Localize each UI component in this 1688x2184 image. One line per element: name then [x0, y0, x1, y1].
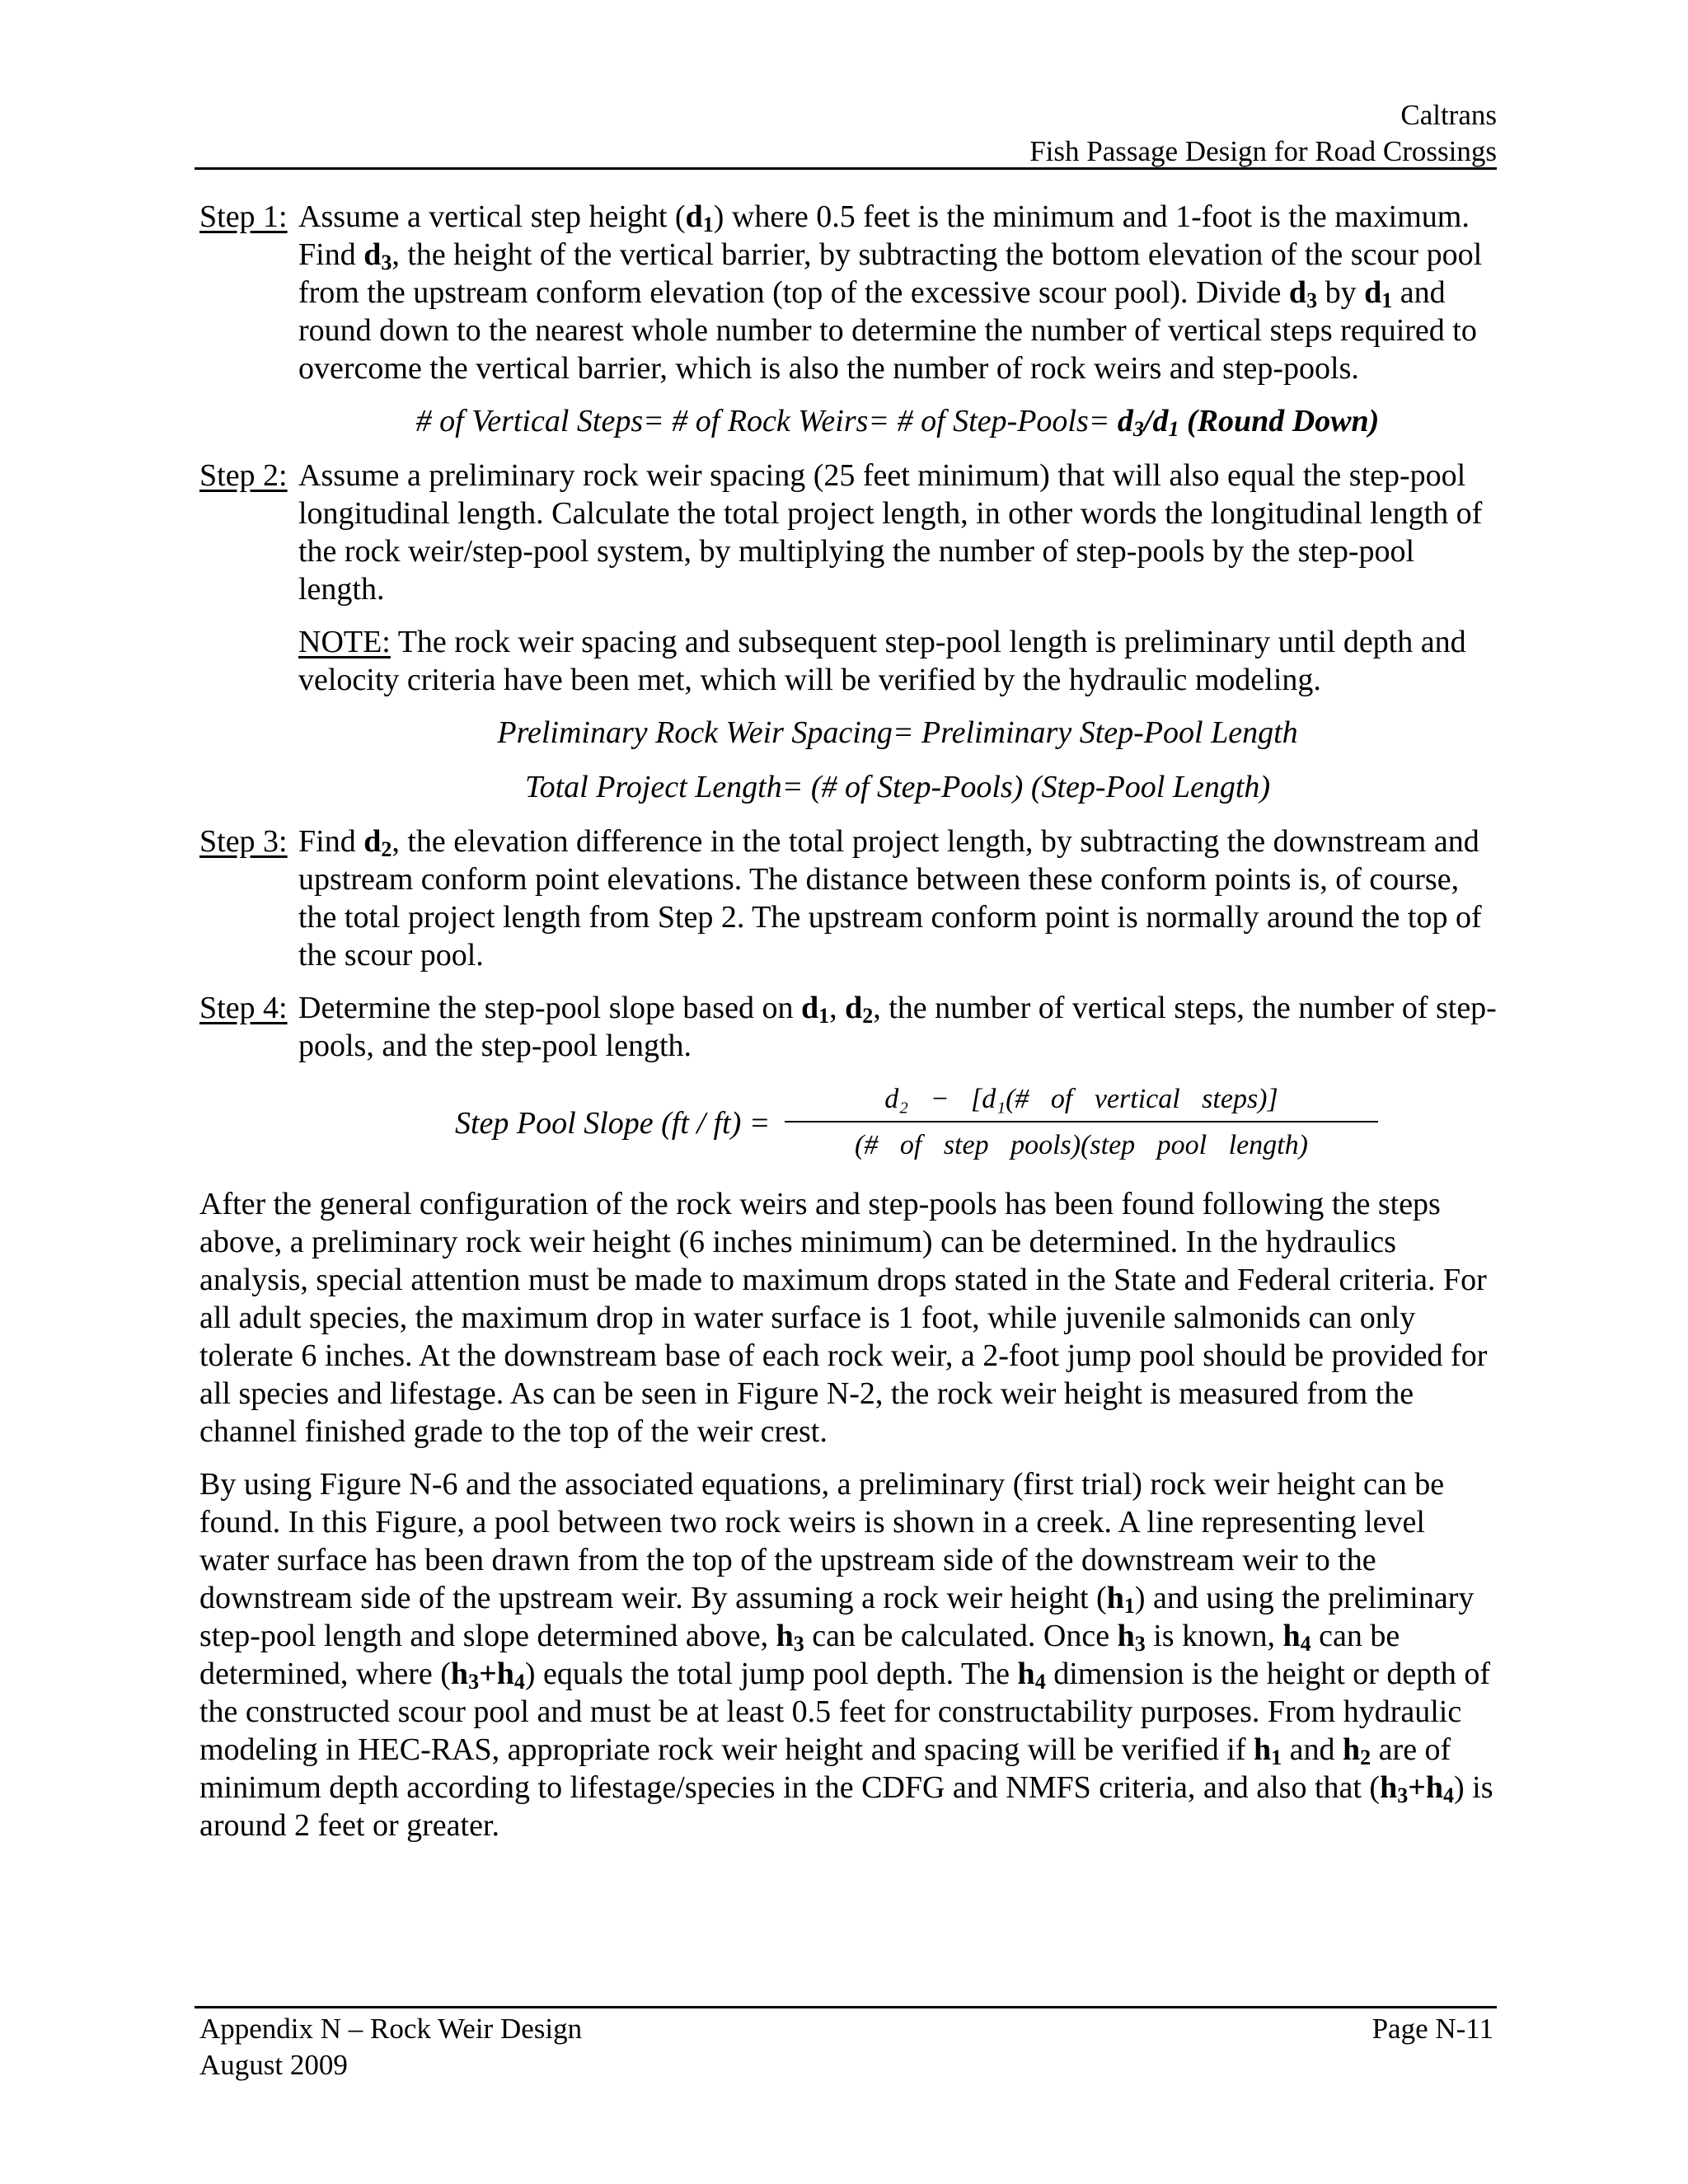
- paragraph-figure-n6: By using Figure N-6 and the associated equations, a preliminary (first trial) rock weir height can be found. In this Figure, a pool between two rock weirs is shown in a creek. A line representing level water surface has been drawn from the top of the upstream side of the downstream weir to the downstream side of the upstream weir. By assuming a rock weir height $(h_1)$ and using the preliminary step-pool length and slope determined above, $h_3$ can be calculated. Once $h_3$ is known, $h_4$ can be determined, where $(h_3+h_4)$ equals the total jump pool depth. The $h_4$ dimension is the height or depth of the constructed scour pool and must be at least 0.5 feet for constructability purposes. From hydraulic modeling in HEC-RAS, appropriate rock weir height and spacing will be verified if $h_1$ and $h_2$ are of minimum depth according to lifestage/species in the CDFG and NMFS criteria, and also that $(h_3+h_4)$ is around 2 feet or greater.: [199, 1467, 1493, 1843]
- step-2-label: Step 2:: [199, 458, 288, 493]
- step-3: [199, 823, 1497, 974]
- step-2: [199, 457, 1497, 608]
- header-org: Caltrans: [1400, 99, 1497, 131]
- step-1-text: Assume a vertical step height $(d_1)$ where 0.5 feet is the minimum and 1-foot is the maximum. Find $d_3$, the height of the vertical barrier, by subtracting the bottom elevation of the scour pool from the upstream conform elevation (top of the excessive scour pool). Divide $d_3$ by $d_1$ and round down to the nearest whole number to determine the number of vertical steps required to overcome the vertical barrier, which is also the number of rock weirs and step-pools.: [298, 199, 1483, 386]
- main-content: [199, 198, 1497, 1859]
- step-1: [199, 198, 1497, 387]
- page-header: [195, 97, 1497, 170]
- step-2-equation-2: Total Project Length= (# of Step-Pools) (Step-Pool Length): [524, 770, 1271, 804]
- footer-appendix: Appendix N – Rock Weir Design: [199, 2013, 583, 2045]
- formula-fraction: [785, 1080, 1378, 1165]
- step-4-label: Step 4:: [199, 991, 288, 1025]
- step-4-text: Determine the step-pool slope based on $d_1$, $d_2$, the number of vertical steps, the number of step-pools, and the step-pool length.: [298, 991, 1497, 1063]
- step-2-note: [199, 623, 1497, 699]
- page-footer-left: [199, 2011, 582, 2083]
- note-label: NOTE:: [298, 625, 391, 659]
- step-4: [199, 989, 1497, 1065]
- note-text: The rock weir spacing and subsequent step-pool length is preliminary until depth and velocity criteria have been met, which will be verified by the hydraulic modeling.: [298, 625, 1466, 697]
- step-1-equation: # of Vertical Steps= # of Rock Weirs= # of Step-Pools= $d_3/d_1$ (Round Down): [415, 404, 1380, 441]
- formula-numerator: d₂ − [d₁(# of vertical steps)]: [884, 1084, 1278, 1114]
- step-3-label: Step 3:: [199, 824, 288, 859]
- formula-denominator: (# of step pools)(step pool length): [855, 1130, 1308, 1160]
- step-1-label: Step 1:: [199, 199, 288, 234]
- header-title: Fish Passage Design for Road Crossings: [1029, 135, 1497, 167]
- header-rule: [195, 167, 1497, 170]
- step-pool-slope-formula: [199, 1080, 1497, 1170]
- paragraph-rock-weir-height: After the general configuration of the rock weirs and step-pools has been found following the steps above, a preliminary rock weir height (6 inches minimum) can be determined. In the hydraulics analysis, special attention must be made to maximum drops stated in the State and Federal criteria. For all adult species, the maximum drop in water surface is 1 foot, while juvenile salmonids can only tolerate 6 inches. At the downstream base of each rock weir, a 2-foot jump pool should be provided for all species and lifestage. As can be seen in Figure N-2, the rock weir height is measured from the channel finished grade to the top of the weir crest.: [199, 1187, 1488, 1449]
- step-3-text: Find $d_2$, the elevation difference in the total project length, by subtracting the downstream and upstream conform point elevations. The distance between these conform points is, of course, the total project length from Step 2. The upstream conform point is normally around the top of the scour pool.: [298, 824, 1482, 972]
- footer-rule: [195, 2006, 1497, 2008]
- formula-lhs: Step Pool Slope (ft / ft) =: [455, 1106, 771, 1141]
- footer-date: August 2009: [199, 2049, 348, 2081]
- fraction-bar: [785, 1121, 1378, 1122]
- step-2-equation-1: Preliminary Rock Weir Spacing= Preliminary Step-Pool Length: [497, 715, 1298, 750]
- page-number: Page N-11: [1372, 2013, 1493, 2045]
- step-2-text: Assume a preliminary rock weir spacing (25 feet minimum) that will also equal the step-pool longitudinal length. Calculate the total project length, in other words the longitudinal length of the rock weir/step-pool system, by multiplying the number of step-pools by the step-pool length.: [298, 458, 1483, 607]
